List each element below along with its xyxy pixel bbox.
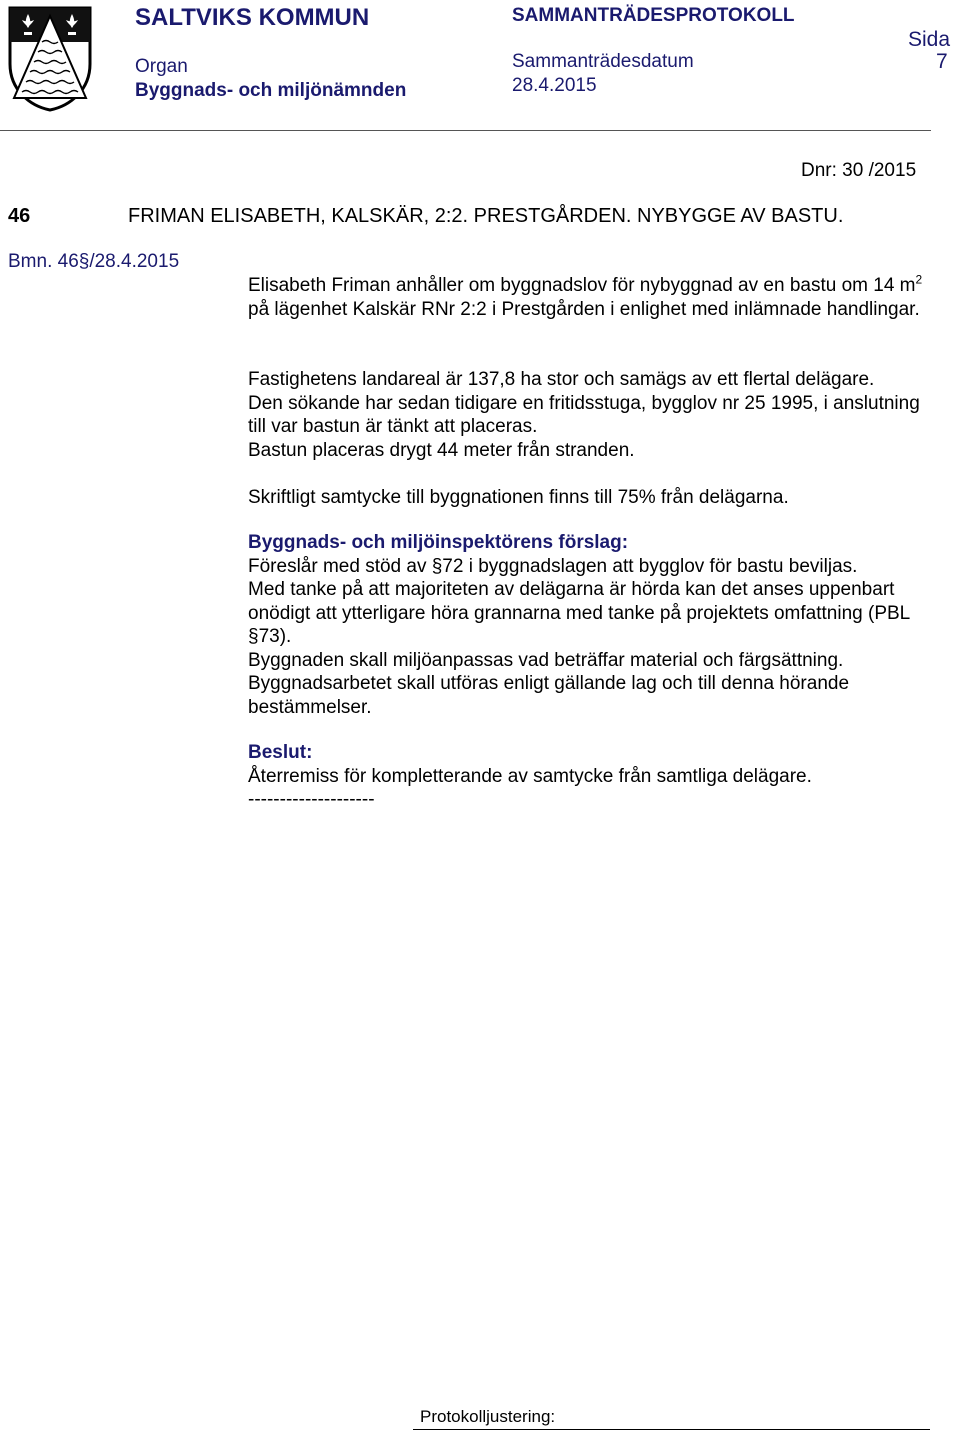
application-text-b: på lägenhet Kalskär RNr 2:2 i Prestgården i enlighet med inlämnade handlingar. bbox=[248, 298, 920, 320]
property-paragraph bbox=[248, 368, 928, 462]
page-number: 7 bbox=[936, 50, 948, 73]
application-paragraph bbox=[248, 274, 928, 321]
organ-value: Byggnads- och miljönämnden bbox=[135, 80, 407, 101]
proposal-section bbox=[248, 531, 928, 719]
proposal-line-4: Byggnadsarbetet skall utföras enligt gällande lag och till denna hörande bestämmelser. bbox=[248, 673, 850, 718]
proposal-heading: Byggnads- och miljöinspektörens förslag: bbox=[248, 532, 629, 553]
proposal-line-3: Byggnaden skall miljöanpassas vad beträffar material och färgsättning. bbox=[248, 649, 844, 671]
protocol-adjustment-label: Protokolljustering: bbox=[420, 1407, 556, 1426]
document-type: SAMMANTRÄDESPROTOKOLL bbox=[512, 5, 795, 26]
decision-section bbox=[248, 741, 928, 812]
meeting-date-label: Sammanträdesdatum bbox=[512, 51, 694, 72]
application-text-a: Elisabeth Friman anhåller om byggnadslov för nybyggnad av en bastu om 14 m bbox=[248, 275, 916, 296]
meeting-date-value: 28.4.2015 bbox=[512, 75, 597, 96]
section-number: 46 bbox=[8, 205, 31, 227]
area-superscript: 2 bbox=[915, 272, 923, 287]
property-line-2: Den sökande har sedan tidigare en fritidsstuga, bygglov nr 25 1995, i anslutning till var bastun är tänkt att placeras. bbox=[248, 392, 920, 437]
separator-line: -------------------- bbox=[248, 789, 375, 810]
section-title: FRIMAN ELISABETH, KALSKÄR, 2:2. PRESTGÅRDEN. NYBYGGE AV BASTU. bbox=[128, 205, 844, 227]
page-label: Sida bbox=[907, 28, 950, 51]
consent-paragraph bbox=[248, 486, 928, 510]
property-line-1: Fastighetens landareal är 137,8 ha stor och samägs av ett flertal delägare. bbox=[248, 369, 875, 390]
consent-text: Skriftligt samtycke till byggnationen finns till 75% från delägarna. bbox=[248, 487, 789, 508]
proposal-line-2: Med tanke på att majoriteten av delägarna är hörda kan det anses uppenbart onödigt att ytterligare höra grannarna med tanke på projektets omfattning (PBL §73). bbox=[248, 579, 910, 647]
signature-line bbox=[413, 1429, 930, 1430]
decision-text: Återremiss för kompletterande av samtycke från samtliga delägare. bbox=[248, 765, 812, 787]
diary-number: Dnr: 30 /2015 bbox=[801, 160, 917, 181]
organ-label: Organ bbox=[135, 56, 188, 77]
bmn-reference: Bmn. 46§/28.4.2015 bbox=[8, 251, 180, 272]
proposal-line-1: Föreslår med stöd av §72 i byggnadslagen att bygglov för bastu beviljas. bbox=[248, 555, 858, 577]
coat-of-arms-logo bbox=[6, 2, 94, 112]
municipality-name: SALTVIKS KOMMUN bbox=[135, 4, 370, 31]
property-line-3: Bastun placeras drygt 44 meter från stranden. bbox=[248, 439, 635, 461]
decision-heading: Beslut: bbox=[248, 742, 313, 763]
header-divider bbox=[0, 130, 931, 131]
